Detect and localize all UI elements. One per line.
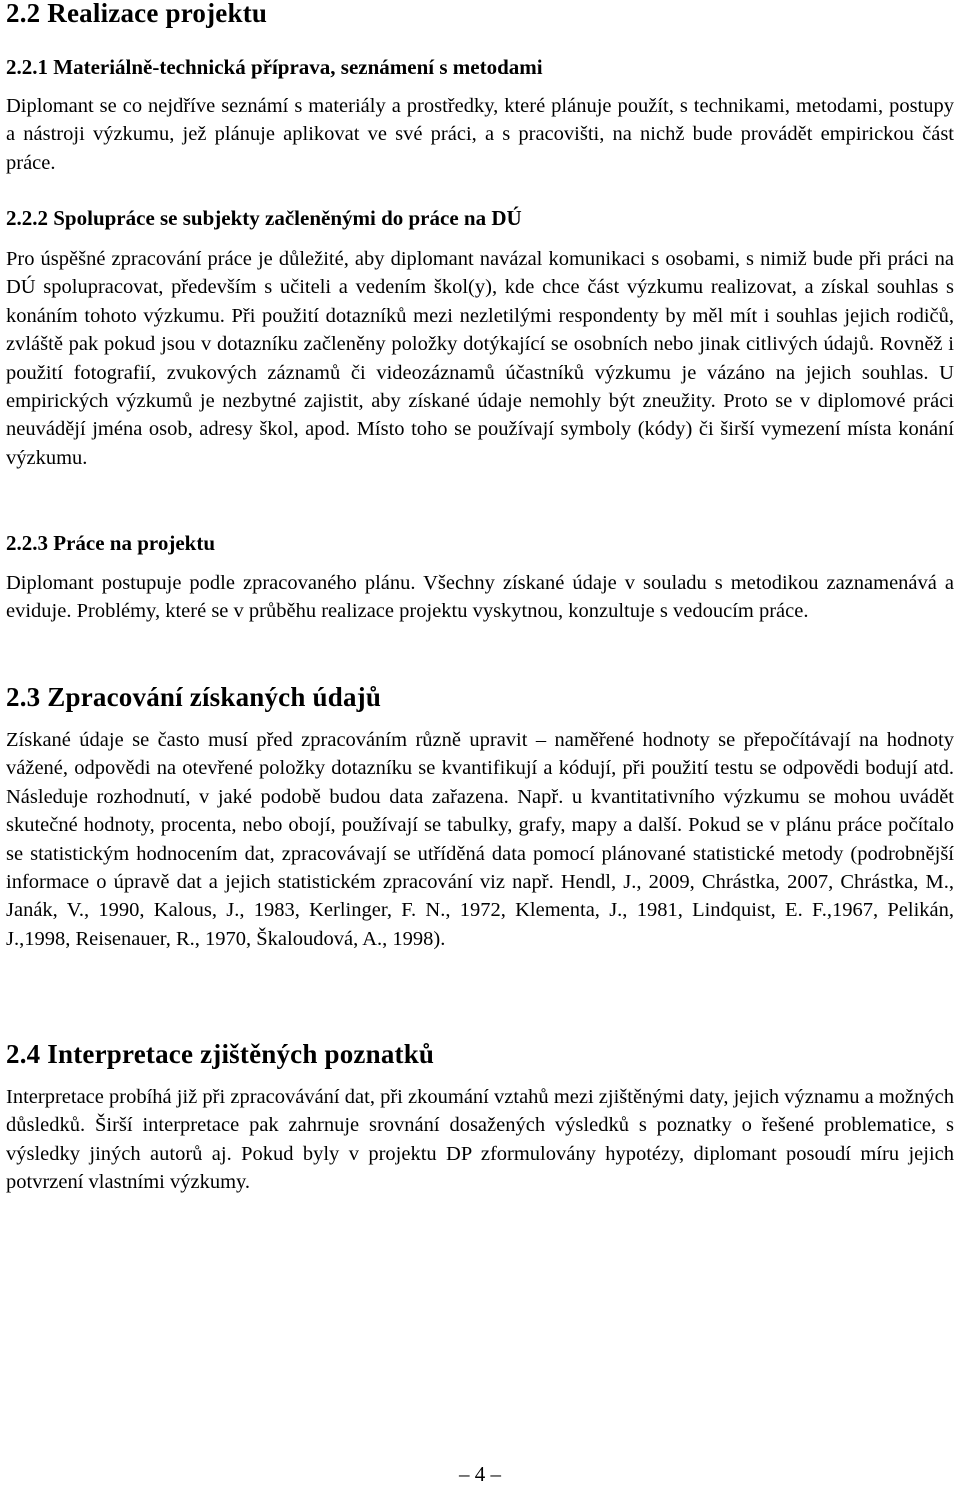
subsection-heading-2-2-1: 2.2.1 Materiálně-technická příprava, seznámení s metodami — [6, 55, 543, 79]
paragraph-2-2-1: Diplomant se co nejdříve seznámí s materiály a prostředky, které plánuje použít, s technikami, metodami, postupy a nástroji výzkumu, jež plánuje aplikovat ve své práci, a s pracovišti, na nichž bude provádět empirickou část práce. — [6, 95, 954, 174]
subsection-heading-2-2-3: 2.2.3 Práce na projektu — [6, 531, 216, 555]
paragraph-2-3: Získané údaje se často musí před zpracováním různě upravit – naměřené hodnoty se přepočítávají na hodnoty vážené, odpovědi na otevřené položky dotazníku se kvantifikují a kódují, při použití testu se odpovědi bodují atd. Následuje rozhodnutí, v jaké podobě budou data zařazena. Např. u kvantitativního výzkumu se mohou uvádět skutečné hodnoty, procenta, nebo obojí, používají se tabulky, grafy, mapy a další. Pokud se v plánu práce počítalo se statistickým hodnocením dat, zpracovávají se utříděná data pomocí plánované statistické metody (podrobnější informace o úpravě dat a jejich statistickém zpracování viz např. Hendl, J., 2009, Chrástka, 2007, Chrástka, M., Janák, V., 1990, Kalous, J., 1983, Kerlinger, F. N., 1972, Klementa, J., 1981, Lindquist, E. F.,1967, Pelikán, J.,1998, Reisenauer, R., 1970, Škaloudová, A., 1998). — [6, 729, 954, 950]
paragraph-2-4: Interpretace probíhá již při zpracovávání dat, při zkoumání vztahů mezi zjištěnými daty, jejich významu a možných důsledků. Širší interpretace pak zahrnuje srovnání dosažených výsledků s poznatky o řešené problematice, s výsledky jiných autorů aj. Pokud byly v projektu DP zformulovány hypotézy, diplomant posoudí míru jejich potvrzení vlastními výzkumy. — [6, 1086, 954, 1194]
section-heading-2-4: 2.4 Interpretace zjištěných poznatků — [6, 1039, 435, 1069]
subsection-heading-2-2-2: 2.2.2 Spolupráce se subjekty začleněnými do práce na DÚ — [6, 206, 522, 230]
paragraph-2-2-2: Pro úspěšné zpracování práce je důležité, aby diplomant navázal komunikaci s osobami, s nimiž bude při práci na DÚ spolupracovat, především s učiteli a vedením škol(y), kde chce část výzkumu realizovat, a získal souhlas s konáním tohoto výzkumu. Při použití dotazníků mezi nezletilými respondenty by měl mít i souhlas jejich rodičů, zvláště pak pokud jsou v dotazníku začleněny položky dotýkající se osobních nebo jinak citlivých údajů. Rovněž i použití fotografií, zvukových záznamů či videozáznamů účastníků výzkumu je vázáno na jejich souhlas. U empirických výzkumů je nezbytné zajistit, aby získané údaje nemohly být zneužity. Proto se v diplomové práci neuvádějí jména osob, adresy škol, apod. Místo toho se používají symboly (kódy) či širší vymezení místa konání výzkumu. — [6, 248, 954, 469]
page-number: – 4 – — [459, 1462, 501, 1486]
section-heading-2-2: 2.2 Realizace projektu — [6, 0, 268, 28]
paragraph-2-2-3: Diplomant postupuje podle zpracovaného plánu. Všechny získané údaje v souladu s metodikou zaznamenává a eviduje. Problémy, které se v průběhu realizace projektu vyskytnou, konzultuje s vedoucím práce. — [6, 572, 954, 623]
section-heading-2-3: 2.3 Zpracování získaných údajů — [6, 682, 382, 712]
